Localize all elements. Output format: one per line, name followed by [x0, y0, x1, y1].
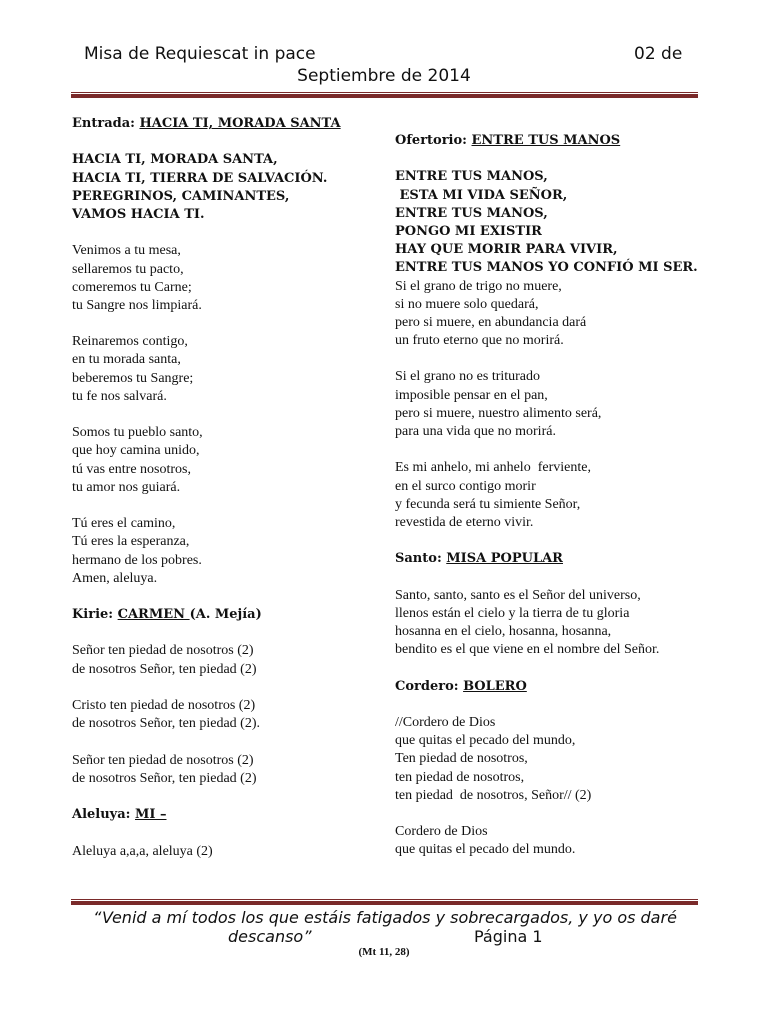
verse-line: //Cordero de Dios: [395, 715, 496, 730]
song-title: MISA POPULAR: [446, 551, 563, 567]
blank-line: [395, 696, 715, 714]
verse-line: Aleluya a,a,a, aleluya (2): [72, 843, 213, 859]
verse-line: Señor ten piedad de nosotros (2): [72, 643, 254, 659]
verse-line: Señor ten piedad de nosotros (2): [72, 752, 254, 768]
verse-line: Tú eres la esperanza,: [72, 534, 190, 550]
verse-line: sellaremos tu pacto,: [72, 261, 184, 277]
verse-line: tu Sangre nos limpiará.: [72, 297, 202, 313]
verse-line: llenos están el cielo y la tierra de tu gloria: [395, 605, 630, 621]
verse-line: de nosotros Señor, ten piedad (2).: [72, 716, 261, 732]
chorus-line: PONGO MI EXISTIR: [395, 223, 542, 239]
page-number: Página 1: [474, 927, 543, 946]
verse-line: Somos tu pueblo santo,: [72, 425, 203, 441]
chorus-line: VAMOS HACIA TI.: [72, 206, 205, 222]
verse-line: que quitas el pecado del mundo,: [395, 733, 576, 749]
chorus-line: ENTRE TUS MANOS,: [395, 205, 548, 221]
chorus-line: HAY QUE MORIR PARA VIVIR,: [395, 242, 618, 258]
verse-line: en el surco contigo morir: [395, 478, 536, 494]
verse-line: de nosotros Señor, ten piedad (2): [72, 661, 257, 677]
section-label: Ofertorio:: [395, 133, 472, 148]
footer-quote-line-1: “Venid a mí todos los que estáis fatigados y sobrecargados, y yo os daré: [93, 908, 677, 927]
scripture-reference: (Mt 11, 28): [358, 946, 410, 958]
date-part-1: 02 de: [634, 44, 683, 64]
verse-line: Reinaremos contigo,: [72, 334, 188, 350]
blank-line: [72, 624, 372, 642]
verse-line: Tú eres el camino,: [72, 516, 176, 532]
verse-line: en tu morada santa,: [72, 352, 181, 368]
verse-line: y fecunda será tu simiente Señor,: [395, 496, 581, 512]
blank-line: [72, 588, 372, 606]
chorus-line: ENTRE TUS MANOS YO CONFIÓ MI SER.: [395, 260, 698, 276]
song-heading: [395, 678, 715, 696]
blank-line: [395, 659, 715, 677]
song-heading: [72, 115, 372, 133]
chorus-line: HACIA TI, TIERRA DE SALVACIÓN.: [72, 170, 328, 186]
verse-line: revestida de eterno vivir.: [395, 514, 534, 530]
verse-line: tu amor nos guiará.: [72, 479, 181, 495]
song-heading: [72, 606, 372, 624]
section-label: Entrada:: [72, 116, 140, 131]
verse-line: Ten piedad de nosotros,: [395, 751, 528, 767]
blank-line: [72, 733, 372, 751]
verse-line: para una vida que no morirá.: [395, 424, 556, 439]
chorus-line: ENTRE TUS MANOS,: [395, 169, 548, 185]
verse-line: pero si muere, nuestro alimento será,: [395, 405, 602, 421]
verse-line: tu fe nos salvará.: [72, 388, 167, 404]
blank-line: [72, 788, 372, 806]
blank-line: [72, 497, 372, 515]
verse-line: imposible pensar en el pan,: [395, 387, 548, 403]
mass-title: Misa de Requiescat in pace: [84, 44, 316, 64]
header-rule: [71, 92, 698, 98]
verse-line: ten piedad de nosotros, Señor// (2): [395, 787, 592, 803]
blank-line: [395, 805, 715, 823]
section-label: Santo:: [395, 551, 447, 567]
verse-line: hermano de los pobres.: [72, 552, 202, 568]
blank-line: [395, 350, 715, 368]
song-title: BOLERO: [463, 678, 527, 694]
song-heading: [395, 550, 715, 568]
chorus-line: HACIA TI, MORADA SANTA,: [72, 152, 278, 168]
right-column: [395, 132, 715, 860]
blank-line: [72, 315, 372, 333]
footer-quote-line-2: descanso”: [228, 927, 312, 946]
verse-line: tú vas entre nosotros,: [72, 461, 191, 477]
blank-line: [72, 679, 372, 697]
verse-line: que quitas el pecado del mundo.: [395, 842, 576, 858]
verse-line: Es mi anhelo, mi anhelo ferviente,: [395, 460, 591, 476]
page-header: [0, 44, 768, 92]
song-heading: [395, 132, 715, 150]
verse-line: pero si muere, en abundancia dará: [395, 314, 587, 330]
verse-line: Cristo ten piedad de nosotros (2): [72, 698, 256, 713]
verse-line: Santo, santo, santo es el Señor del universo,: [395, 587, 641, 603]
blank-line: [72, 406, 372, 424]
song-author: (A. Mejía): [189, 607, 262, 623]
section-label: Aleluya:: [72, 807, 135, 823]
date-part-2: Septiembre de 2014: [297, 66, 471, 86]
blank-line: [395, 441, 715, 459]
song-title: CARMEN: [117, 607, 190, 623]
section-label: Kirie:: [72, 607, 118, 623]
verse-line: ten piedad de nosotros,: [395, 769, 525, 785]
blank-line: [395, 150, 715, 168]
blank-line: [395, 532, 715, 550]
verse-line: Si el grano de trigo no muere,: [395, 278, 562, 294]
song-title: HACIA TI, MORADA SANTA: [139, 116, 341, 131]
verse-line: si no muere solo quedará,: [395, 296, 539, 312]
verse-line: bendito es el que viene en el nombre del Señor.: [395, 642, 660, 658]
footer-rule: [71, 899, 698, 905]
blank-line: [72, 824, 372, 842]
verse-line: Si el grano no es triturado: [395, 369, 541, 385]
verse-line: hosanna en el cielo, hosanna, hosanna,: [395, 624, 612, 640]
verse-line: Cordero de Dios: [395, 824, 488, 840]
verse-line: Amen, aleluya.: [72, 570, 158, 586]
song-title: MI –: [135, 807, 167, 823]
song-heading: [72, 806, 372, 824]
section-label: Cordero:: [395, 678, 464, 694]
footer-row: [0, 927, 768, 947]
verse-line: de nosotros Señor, ten piedad (2): [72, 770, 257, 786]
verse-line: Venimos a tu mesa,: [72, 243, 181, 259]
verse-line: que hoy camina unido,: [72, 443, 200, 459]
blank-line: [72, 133, 372, 151]
song-title: ENTRE TUS MANOS: [471, 133, 621, 148]
blank-line: [72, 224, 372, 242]
chorus-line: PEREGRINOS, CAMINANTES,: [72, 188, 290, 204]
verse-line: beberemos tu Sangre;: [72, 370, 194, 386]
verse-line: un fruto eterno que no morirá.: [395, 333, 564, 349]
verse-line: comeremos tu Carne;: [72, 279, 192, 295]
left-column: [72, 115, 372, 861]
chorus-line: ESTA MI VIDA SEÑOR,: [395, 187, 568, 203]
blank-line: [395, 569, 715, 587]
